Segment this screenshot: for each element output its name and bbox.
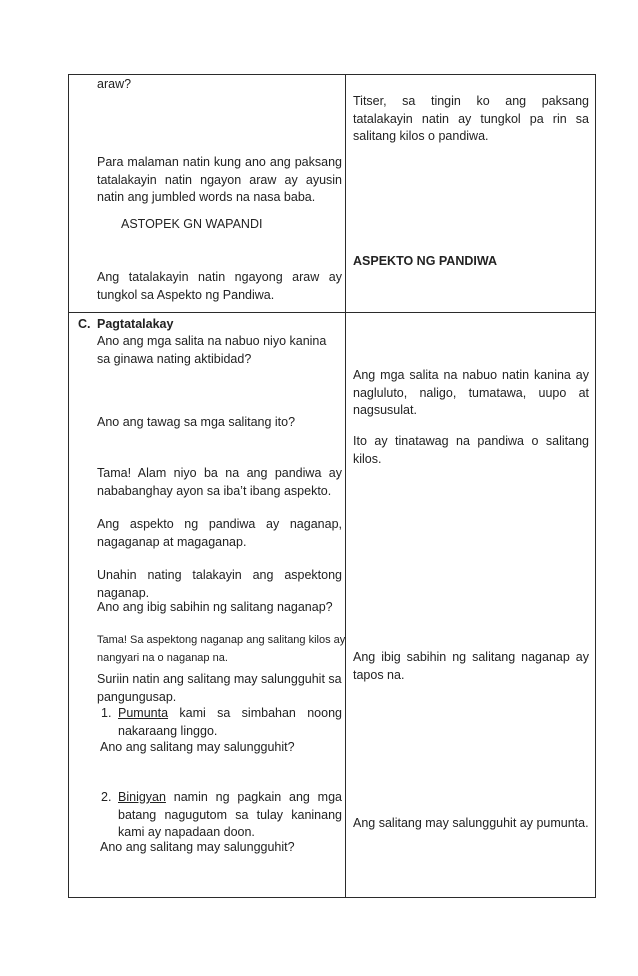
table-border-right <box>595 74 596 898</box>
underlined-word: Pumunta <box>118 706 169 720</box>
list-item <box>101 789 342 842</box>
paragraph-tama-naganap: Tama! Sa aspektong naganap ang salitang kilos ay nangyari na o naganap na. <box>97 634 346 664</box>
lesson-table <box>68 74 596 898</box>
row-divider <box>68 312 596 313</box>
column-divider <box>345 74 346 898</box>
answer-pumunta: Ang salitang may salungguhit ay pumunta. <box>353 816 589 830</box>
list-item <box>101 705 342 740</box>
answer-words: Ang mga salita na nabuo natin kanina ay nagluluto, naligo, tumatawa, uupo at nagsusulat. <box>353 368 589 417</box>
item-question: Ano ang salitang may salungguhit? <box>100 840 295 854</box>
answer-naganap: Ang ibig sabihin ng salitang naganap ay tapos na. <box>353 650 589 682</box>
item-question: Ano ang salitang may salungguhit? <box>100 740 295 754</box>
araw-text: araw? <box>97 77 132 91</box>
topic-statement: Ang tatalakayin natin ngayong araw ay tungkol sa Aspekto ng Pandiwa. <box>97 270 342 302</box>
section-title: Pagtatalakay <box>97 317 174 331</box>
jumbled-words: ASTOPEK GN WAPANDI <box>121 217 263 231</box>
underlined-word: Binigyan <box>118 790 166 804</box>
paragraph-naganap: Unahin nating talakayin ang aspektong naganap. <box>97 568 342 600</box>
paragraph-kinds: Ang aspekto ng pandiwa ay naganap, nagaganap at magaganap. <box>97 517 342 549</box>
answer-pandiwa: Ito ay tinatawag na pandiwa o salitang kilos. <box>353 434 589 466</box>
item-number: 2. <box>101 790 112 804</box>
item-sentence-rest: namin ng pagkain ang mga batang nagugutom sa tulay kaninang kami ay napadaan doon. <box>118 790 342 839</box>
item-number: 1. <box>101 706 112 720</box>
jumbled-answer: ASPEKTO NG PANDIWA <box>353 254 497 268</box>
item-sentence-rest: kami sa simbahan noong nakaraang linggo. <box>118 706 342 738</box>
paragraph-aspekto: Tama! Alam niyo ba na ang pandiwa ay nababanghay ayon sa iba’t ibang aspekto. <box>97 466 342 498</box>
question-naganap: Ano ang ibig sabihin ng salitang naganap? <box>97 600 333 614</box>
question-words: Ano ang mga salita na nabuo niyo kanina sa ginawa nating aktibidad? <box>97 334 327 366</box>
table-border-top <box>68 74 596 75</box>
student-guess: Titser, sa tingin ko ang paksang tatalakayin natin ay tungkol pa rin sa salitang kilos o pandiwa. <box>353 94 589 143</box>
section-label: C. <box>78 317 91 331</box>
item-sentence <box>118 789 342 842</box>
table-border-left <box>68 74 69 898</box>
table-border-bottom <box>68 897 596 898</box>
question-name: Ano ang tawag sa mga salitang ito? <box>97 415 296 429</box>
para-jumbled-instruction: Para malaman natin kung ano ang paksang tatalakayin natin ngayon araw ay ayusin natin ang jumbled words na nasa baba. <box>97 155 342 204</box>
item-sentence <box>118 705 342 740</box>
paragraph-suriin: Suriin natin ang salitang may salungguhit sa pangungusap. <box>97 672 342 704</box>
